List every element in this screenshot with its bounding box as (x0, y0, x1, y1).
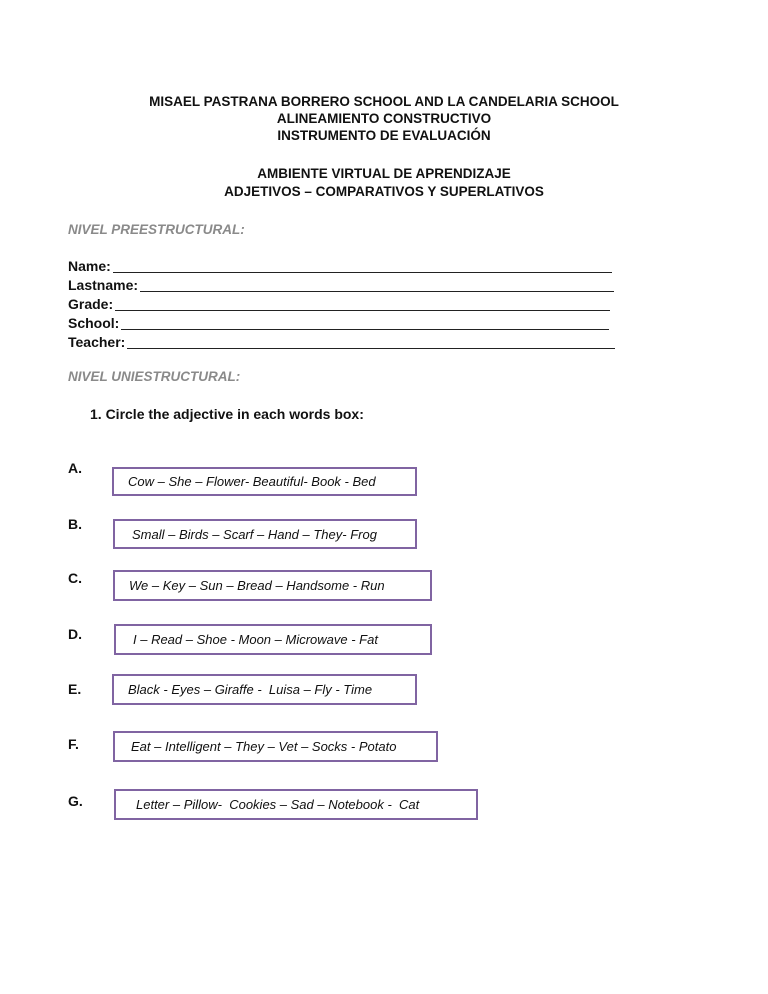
lastname-label: Lastname: (68, 277, 139, 293)
school-label: School: (68, 315, 120, 331)
instruction-text: 1. Circle the adjective in each words box: (90, 406, 364, 422)
teacher-field[interactable] (68, 333, 615, 352)
word-box-f[interactable]: Eat – Intelligent – They – Vet – Socks - Potato (113, 731, 438, 762)
section-uniestructural: NIVEL UNIESTRUCTURAL: (68, 369, 241, 384)
subtitle-alineamiento: ALINEAMIENTO CONSTRUCTIVO (276, 111, 492, 126)
school-title: MISAEL PASTRANA BORRERO SCHOOL AND LA CANDELARIA SCHOOL (149, 94, 619, 109)
lastname-field[interactable] (68, 276, 614, 295)
word-box-d[interactable]: I – Read – Shoe - Moon – Microwave - Fat (114, 624, 432, 655)
subtitle-ambiente: AMBIENTE VIRTUAL DE APRENDIZAJE (257, 166, 511, 181)
grade-line[interactable] (115, 296, 610, 311)
word-box-e[interactable]: Black - Eyes – Giraffe - Luisa – Fly - Time (112, 674, 417, 705)
item-letter-g: G. (68, 793, 83, 809)
section-preestructural: NIVEL PREESTRUCTURAL: (68, 222, 245, 237)
school-line[interactable] (121, 315, 609, 330)
word-box-c[interactable]: We – Key – Sun – Bread – Handsome - Run (113, 570, 432, 601)
teacher-line[interactable] (127, 334, 615, 349)
subtitle-instrumento: INSTRUMENTO DE EVALUACIÓN (277, 128, 491, 143)
item-letter-f: F. (68, 736, 79, 752)
word-box-a[interactable]: Cow – She – Flower- Beautiful- Book - Bed (112, 467, 417, 496)
school-field[interactable] (68, 314, 609, 333)
item-letter-b: B. (68, 516, 82, 532)
item-letter-d: D. (68, 626, 82, 642)
name-line[interactable] (113, 258, 612, 273)
teacher-label: Teacher: (68, 334, 126, 350)
item-letter-c: C. (68, 570, 82, 586)
item-letter-e: E. (68, 681, 82, 697)
grade-label: Grade: (68, 296, 114, 312)
grade-field[interactable] (68, 295, 610, 314)
word-box-g[interactable]: Letter – Pillow- Cookies – Sad – Notebook - Cat (114, 789, 478, 820)
word-box-b[interactable]: Small – Birds – Scarf – Hand – They- Frog (113, 519, 417, 549)
name-label: Name: (68, 258, 111, 274)
item-letter-a: A. (68, 460, 82, 476)
name-field[interactable] (68, 257, 612, 276)
subtitle-adjetivos: ADJETIVOS – COMPARATIVOS Y SUPERLATIVOS (224, 184, 544, 199)
lastname-line[interactable] (140, 277, 614, 292)
